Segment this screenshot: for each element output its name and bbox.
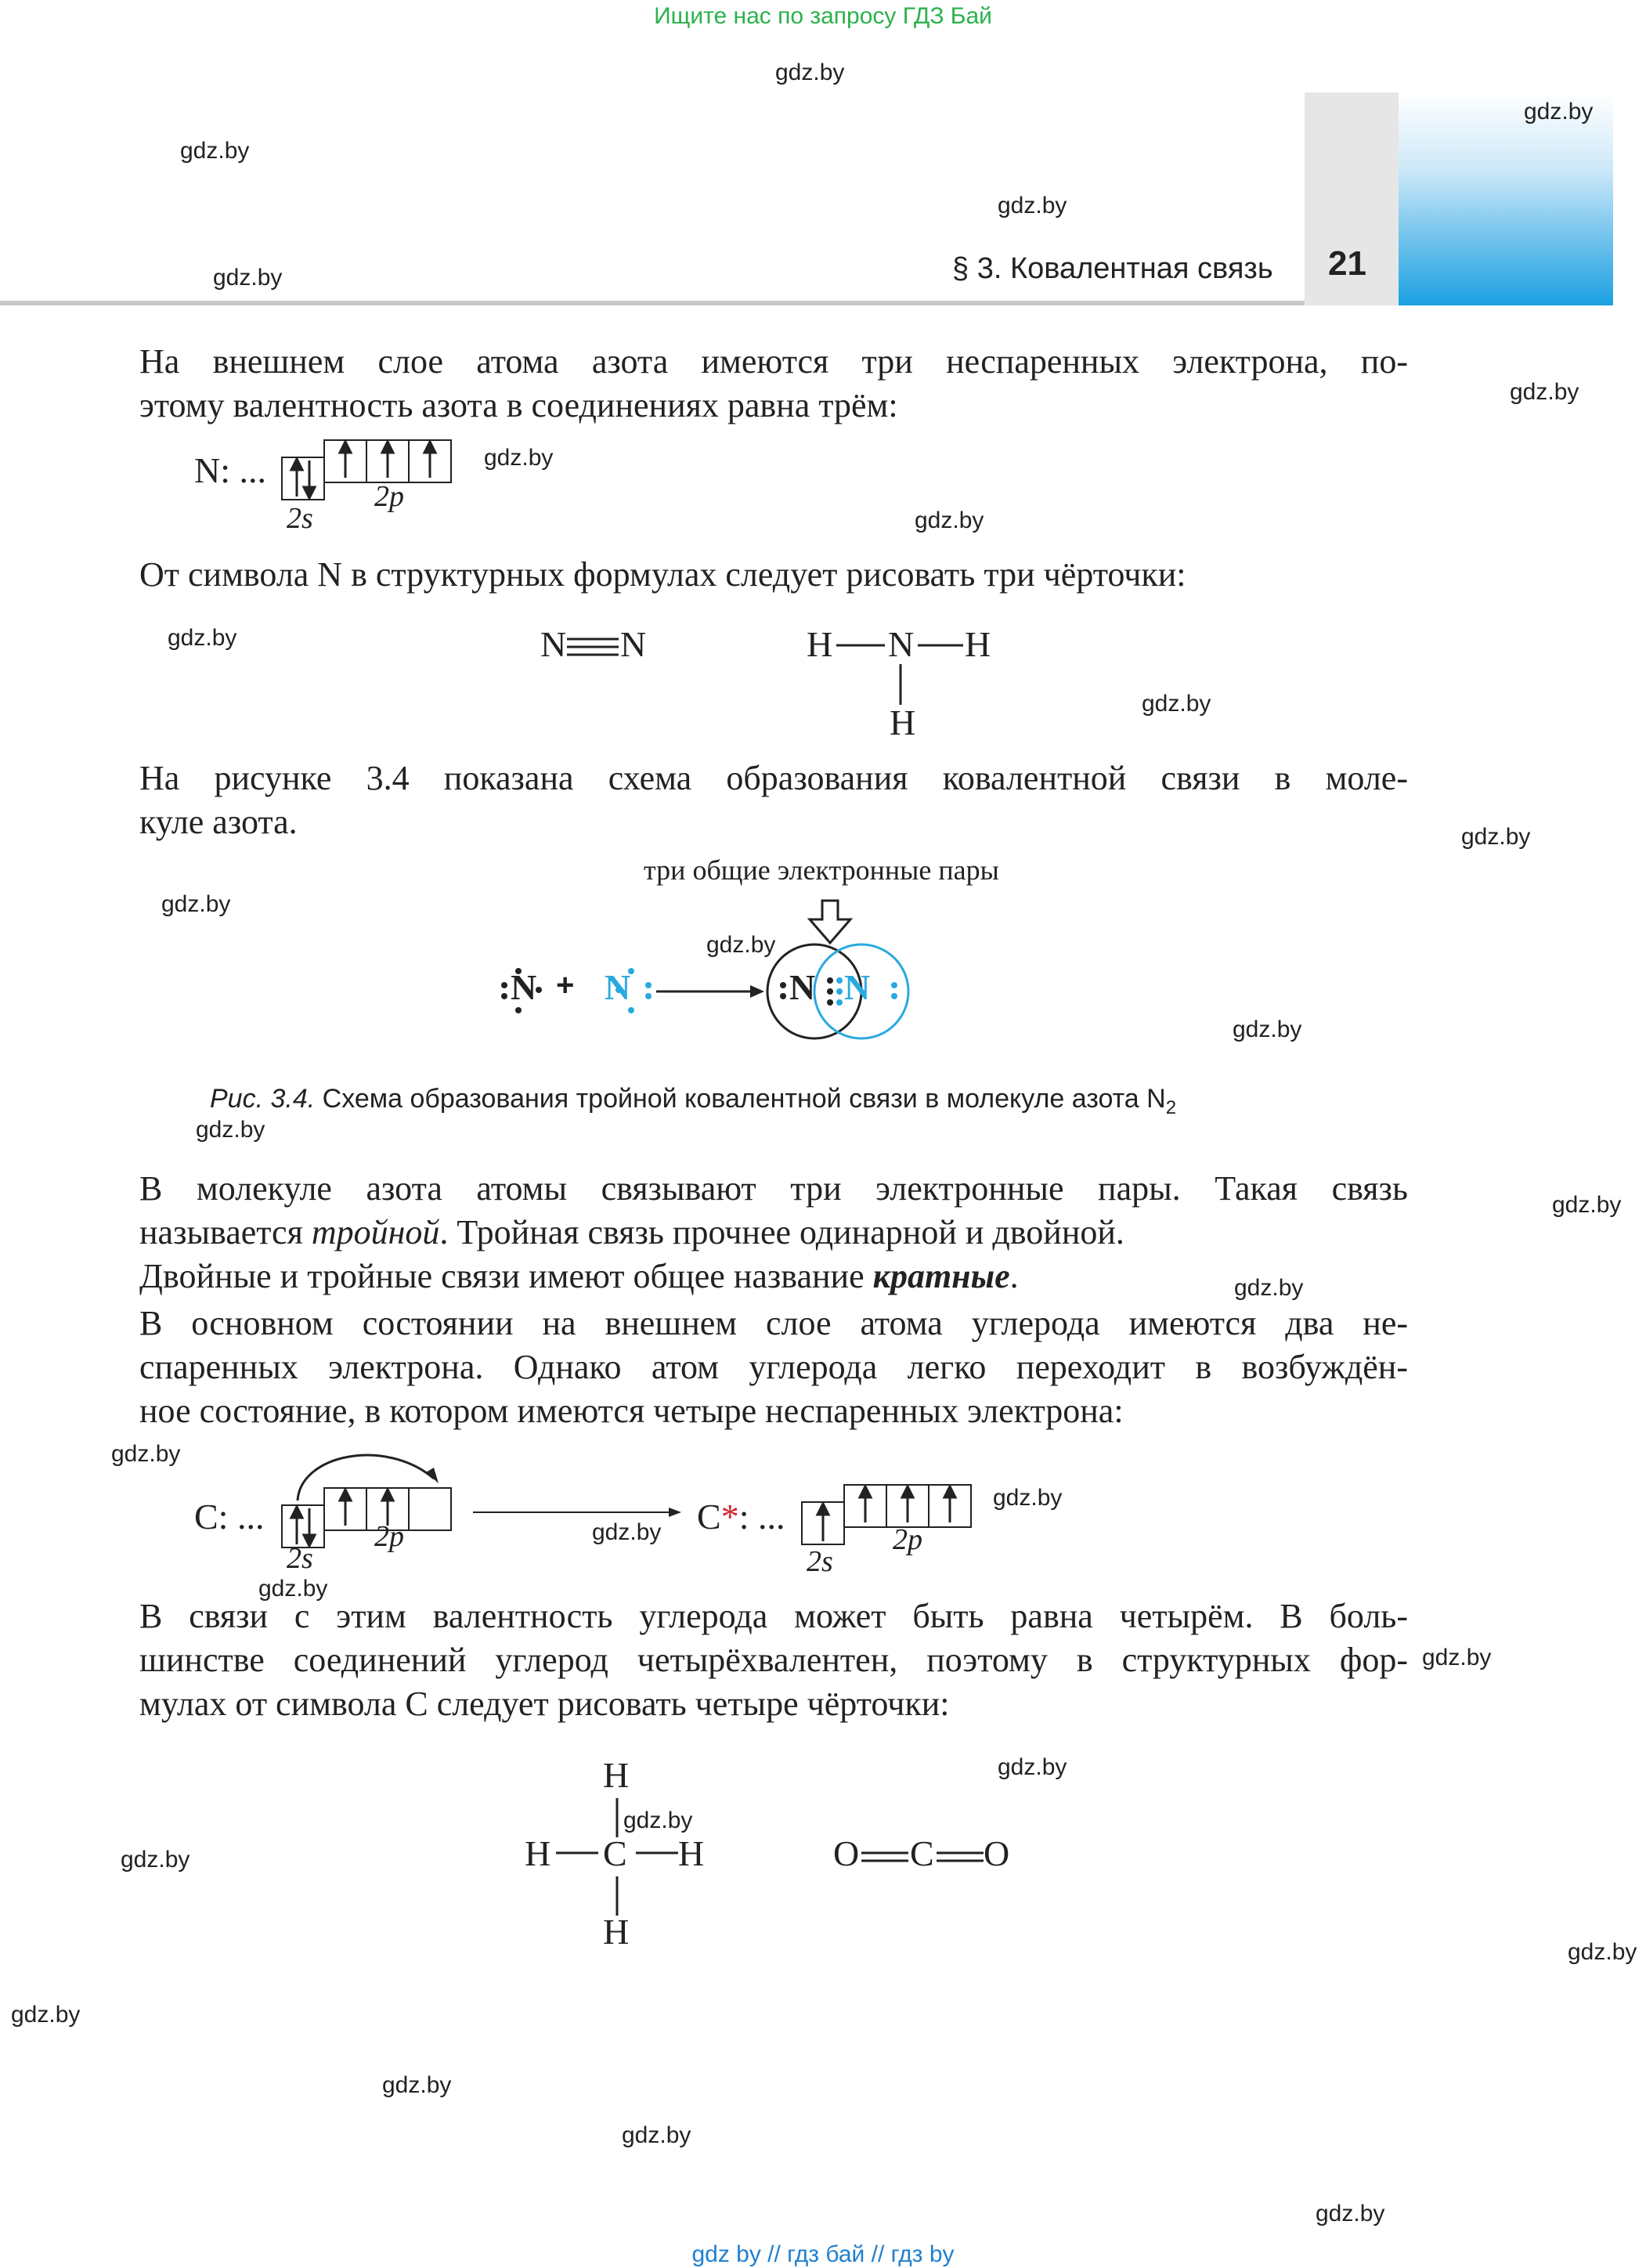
p4-text-b: . Тройная связь прочнее одинарной и двойной. bbox=[439, 1213, 1124, 1251]
paragraph-7-line-1: В связи с этим валентность углерода может быть равна четырём. В боль- bbox=[139, 1597, 1408, 1635]
paragraph-1-line-2: этому валентность азота в соединениях равна трём: bbox=[139, 386, 898, 424]
carbon-ground-label-2s: 2s bbox=[287, 1542, 313, 1575]
triple-bond bbox=[567, 631, 619, 663]
p4-emphasis: тройной bbox=[311, 1213, 440, 1251]
page-number: 21 bbox=[1328, 244, 1366, 283]
paragraph-6-line-2: спаренных электрона. Однако атом углерода легко переходит в возбуждён- bbox=[139, 1348, 1408, 1386]
carbon-excited-label-2p: 2p bbox=[893, 1523, 922, 1556]
watermark: gdz.by bbox=[168, 625, 237, 651]
watermark: gdz.by bbox=[1422, 1645, 1492, 1670]
nh3-atom-h-right: H bbox=[965, 624, 991, 664]
co2-atom-o-right: O bbox=[984, 1833, 1010, 1873]
watermark: gdz.by bbox=[993, 1485, 1063, 1511]
nh3-bonds bbox=[830, 627, 971, 713]
watermark: gdz.by bbox=[213, 265, 283, 291]
p5-text-b: . bbox=[1009, 1257, 1019, 1295]
watermark: gdz.by bbox=[623, 1808, 693, 1833]
nh3-atom-h-left: H bbox=[807, 624, 833, 664]
watermark: gdz.by bbox=[1461, 824, 1531, 850]
watermark: gdz.by bbox=[622, 2122, 691, 2148]
nitrogen-label-2s: 2s bbox=[287, 502, 313, 535]
watermark: gdz.by bbox=[1552, 1192, 1622, 1218]
nh3-atom-n: N bbox=[888, 624, 915, 664]
figure-right-atom: N bbox=[605, 967, 631, 1007]
nh3-atom-h-bottom: H bbox=[890, 702, 916, 742]
watermark: gdz.by bbox=[180, 138, 250, 164]
watermark: gdz.by bbox=[161, 891, 231, 917]
carbon-excited-suffix: : ... bbox=[738, 1497, 785, 1537]
watermark: gdz.by bbox=[196, 1117, 265, 1143]
watermark: gdz.by bbox=[382, 2072, 452, 2098]
watermark: gdz.by bbox=[1316, 2201, 1385, 2226]
watermark: gdz.by bbox=[1510, 379, 1579, 405]
ch4-atom-h-bottom: H bbox=[603, 1912, 630, 1952]
figure-left-atom: N bbox=[511, 967, 537, 1007]
p5-emphasis: кратные bbox=[872, 1257, 1010, 1295]
watermark: gdz.by bbox=[111, 1441, 181, 1467]
watermark: gdz.by bbox=[998, 193, 1067, 218]
watermark: gdz.by bbox=[775, 60, 845, 85]
watermark: gdz.by bbox=[258, 1576, 328, 1602]
paragraph-7-line-2: шинстве соединений углерод четырёхвалентен, поэтому в структурных фор- bbox=[139, 1641, 1408, 1679]
paragraph-4-line-1: В молекуле азота атомы связывают три электронные пары. Такая связь bbox=[139, 1169, 1408, 1208]
p5-text-a: Двойные и тройные связи имеют общее название bbox=[139, 1257, 873, 1295]
n2-atom-left: N bbox=[540, 624, 567, 664]
ch4-atom-h-right: H bbox=[678, 1833, 705, 1873]
watermark: gdz.by bbox=[1524, 99, 1594, 125]
carbon-excited-prefix bbox=[697, 1496, 785, 1537]
nitrogen-config-prefix: N: ... bbox=[194, 450, 266, 490]
paragraph-1-line-1: На внешнем слое атома азота имеются три неспаренных электрона, по- bbox=[139, 342, 1408, 381]
carbon-ground-prefix: C: ... bbox=[194, 1497, 265, 1537]
watermark: gdz.by bbox=[915, 507, 984, 533]
ch4-atom-c: C bbox=[603, 1833, 627, 1873]
watermark: gdz.by bbox=[592, 1519, 662, 1545]
paragraph-3-line-1: На рисунке 3.4 показана схема образования ковалентной связи в моле- bbox=[139, 759, 1408, 797]
co2-atom-c: C bbox=[910, 1833, 934, 1873]
co2-double-bonds bbox=[861, 1845, 987, 1869]
n2-atom-right: N bbox=[620, 624, 647, 664]
figure-plus: + bbox=[556, 968, 575, 1002]
carbon-excited-label-2s: 2s bbox=[807, 1545, 833, 1578]
watermark: gdz.by bbox=[706, 932, 776, 958]
watermark: gdz.by bbox=[1233, 1017, 1302, 1042]
watermark: gdz.by bbox=[1234, 1275, 1304, 1301]
watermark: gdz.by bbox=[121, 1847, 190, 1873]
caption-text: Схема образования тройной ковалентной связи в молекуле азота N bbox=[315, 1084, 1166, 1114]
caption-subscript: 2 bbox=[1165, 1096, 1177, 1118]
paragraph-5 bbox=[139, 1255, 1408, 1298]
carbon-excited-symbol: C bbox=[697, 1497, 721, 1537]
carbon-excited-star: * bbox=[720, 1497, 739, 1537]
watermark: gdz.by bbox=[11, 2002, 81, 2028]
section-title: § 3. Ковалентная связь bbox=[952, 252, 1273, 285]
figure-bonded-left-atom: N bbox=[789, 967, 816, 1007]
figure-caption bbox=[210, 1084, 1176, 1119]
watermark: gdz.by bbox=[1568, 1939, 1637, 1965]
p4-text-a: называется bbox=[139, 1213, 312, 1251]
carbon-ground-label-2p: 2p bbox=[374, 1520, 404, 1553]
paragraph-3-line-2: куле азота. bbox=[139, 803, 298, 841]
watermark: gdz.by bbox=[998, 1754, 1067, 1780]
footer-links[interactable]: gdz by // гдз бай // гдз by bbox=[691, 2241, 955, 2267]
ch4-atom-h-top: H bbox=[603, 1755, 630, 1795]
figure-bonded-right-atom: N bbox=[844, 967, 871, 1007]
paragraph-2: От символа N в структурных формулах следует рисовать три чёрточки: bbox=[139, 555, 1186, 594]
caption-label: Рис. 3.4. bbox=[210, 1084, 316, 1114]
figure-annotation: три общие электронные пары bbox=[644, 854, 999, 886]
ch4-atom-h-left: H bbox=[525, 1833, 551, 1873]
paragraph-6-line-1: В основном состоянии на внешнем слое атома углерода имеются два не- bbox=[139, 1304, 1408, 1342]
paragraph-4-line-2 bbox=[139, 1211, 1408, 1255]
paragraph-6-line-3: ное состояние, в котором имеются четыре неспаренных электрона: bbox=[139, 1392, 1124, 1430]
search-hint: Ищите нас по запросу ГДЗ Бай bbox=[654, 3, 992, 29]
nitrogen-label-2p: 2p bbox=[374, 480, 404, 513]
paragraph-7-line-3: мулах от символа C следует рисовать четыре чёрточки: bbox=[139, 1685, 950, 1723]
watermark: gdz.by bbox=[484, 445, 554, 471]
watermark: gdz.by bbox=[1142, 691, 1211, 717]
co2-atom-o-left: O bbox=[833, 1833, 860, 1873]
